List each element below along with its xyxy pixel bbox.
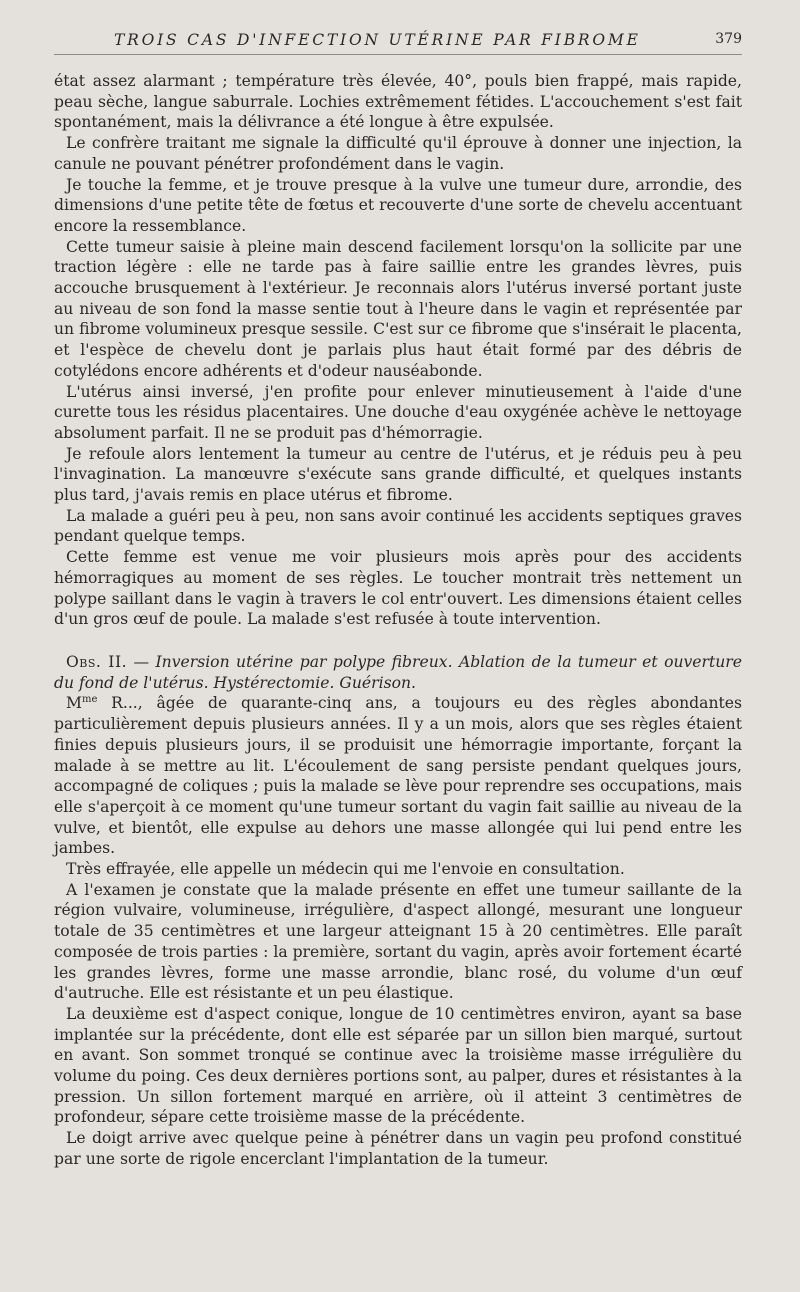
paragraph: Je touche la femme, et je trouve presque à la vulve une tumeur dure, arrondie, des dimensions d'une petite tête de fœtus et recouverte d'une sorte de chevelu accentuant encore la ressemblance. (54, 175, 742, 235)
paragraph: Cette femme est venue me voir plusieurs mois après pour des accidents hémorragiques au moment de ses règles. Le toucher montrait très nettement un polype saillant dans le vagin à travers le col entr'ouvert. Les dimensions étaient celles d'un gros œuf de poule. La malade s'est refusée à toute intervention. (54, 548, 742, 629)
running-head (54, 30, 742, 55)
observation-title: Inversion utérine par polype fibreux. Ablation de la tumeur et ouverture du fond de l'utérus. Hystérectomie. Guérison. (54, 652, 742, 692)
paragraph: L'utérus ainsi inversé, j'en profite pour enlever minutieusement à l'aide d'une curette tous les résidus placentaires. Une douche d'eau oxygénée achève le nettoyage absolument parfait. Il ne se produit pas d'hémorragie. (54, 382, 742, 442)
running-title: TROIS CAS D'INFECTION UTÉRINE PAR FIBROME (114, 31, 641, 49)
patient-prefix-sup: me (81, 694, 98, 706)
observation-dash: — (127, 652, 156, 671)
paragraph (54, 693, 742, 859)
paragraph: Cette tumeur saisie à pleine main descend facilement lorsqu'on la sollicite par une traction légère : elle ne tarde pas à faire saillie entre les grandes lèvres, puis accouche brusquement à l'extérieur. Je reconnais alors l'utérus inversé portant juste au niveau de son fond la masse sentie tout à l'heure dans le vagin et représentée par un fibrome volumineux presque sessile. C'est sur ce fibrome que s'insérait le placenta, et l'espèce de chevelu dont je parlais plus haut était formé par des débris de cotylédons encore adhérents et d'odeur nauséabonde. (54, 237, 742, 380)
patient-prefix: M (66, 694, 82, 713)
paragraph: A l'examen je constate que la malade présente en effet une tumeur saillante de la région vulvaire, volumineuse, irrégulière, d'aspect allongé, mesurant une longueur totale de 35 centimètres et une largeur atteignant 15 à 20 centimètres. Elle paraît composée de trois parties : la première, sortant du vagin, après avoir fortement écarté les grandes lèvres, forme une masse arrondie, blanc rosé, du volume d'un œuf d'autruche. Elle est résistante et un peu élastique. (54, 880, 742, 1003)
paragraph: Je refoule alors lentement la tumeur au centre de l'utérus, et je réduis peu à peu l'invagination. La manœuvre s'exécute sans grande difficulté, et quelques instants plus tard, j'avais remis en place utérus et fibrome. (54, 444, 742, 505)
patient-text: R..., âgée de quarante-cinq ans, a toujours eu des règles abondantes particulièrement depuis plusieurs années. Il y a un mois, alors que ses règles étaient finies depuis plusieurs jours, il se produisit une hémorragie importante, forçant la malade à se mettre au lit. L'écoulement de sang persiste pendant quelques jours, accompagné de coliques ; puis la malade se lève pour reprendre ses occupations, mais elle s'aperçoit à ce moment qu'une tumeur sortant du vagin fait saillie au niveau de la vulve, et bientôt, elle expulse au dehors une masse allongée qui lui pend entre les jambes. (54, 694, 742, 858)
page-body (54, 71, 742, 1170)
paragraph: Le confrère traitant me signale la difficulté qu'il éprouve à donner une injection, la canule ne pouvant pénétrer profondément dans le vagin. (54, 134, 742, 173)
paragraph: état assez alarmant ; température très élevée, 40°, pouls bien frappé, mais rapide, peau sèche, langue saburrale. Lochies extrêmement fétides. L'accouchement s'est fait spontanément, mais la délivrance a été longue à être expulsée. (54, 72, 742, 132)
paragraph: La deuxième est d'aspect conique, longue de 10 centimètres environ, ayant sa base implantée sur la précédente, dont elle est séparée par un sillon bien marqué, surtout en avant. Son sommet tronqué se continue avec la troisième masse irrégulière du volume du poing. Ces deux dernières portions sont, au palper, dures et résistantes à la pression. Un sillon fortement marqué en arrière, où il atteint 3 centimètres de profondeur, sépare cette troisième masse de la précédente. (54, 1004, 742, 1127)
paragraph: La malade a guéri peu à peu, non sans avoir continué les accidents septiques graves pendant quelque temps. (54, 506, 742, 546)
paragraph: Le doigt arrive avec quelque peine à pénétrer dans un vagin peu profond constitué par une sorte de rigole encerclant l'implantation de la tumeur. (54, 1129, 742, 1168)
observation-heading (54, 652, 742, 693)
page-number: 379 (715, 31, 742, 47)
paragraph: Très effrayée, elle appelle un médecin qui me l'envoie en consultation. (66, 860, 625, 879)
observation-label: Obs. II. (66, 652, 128, 671)
